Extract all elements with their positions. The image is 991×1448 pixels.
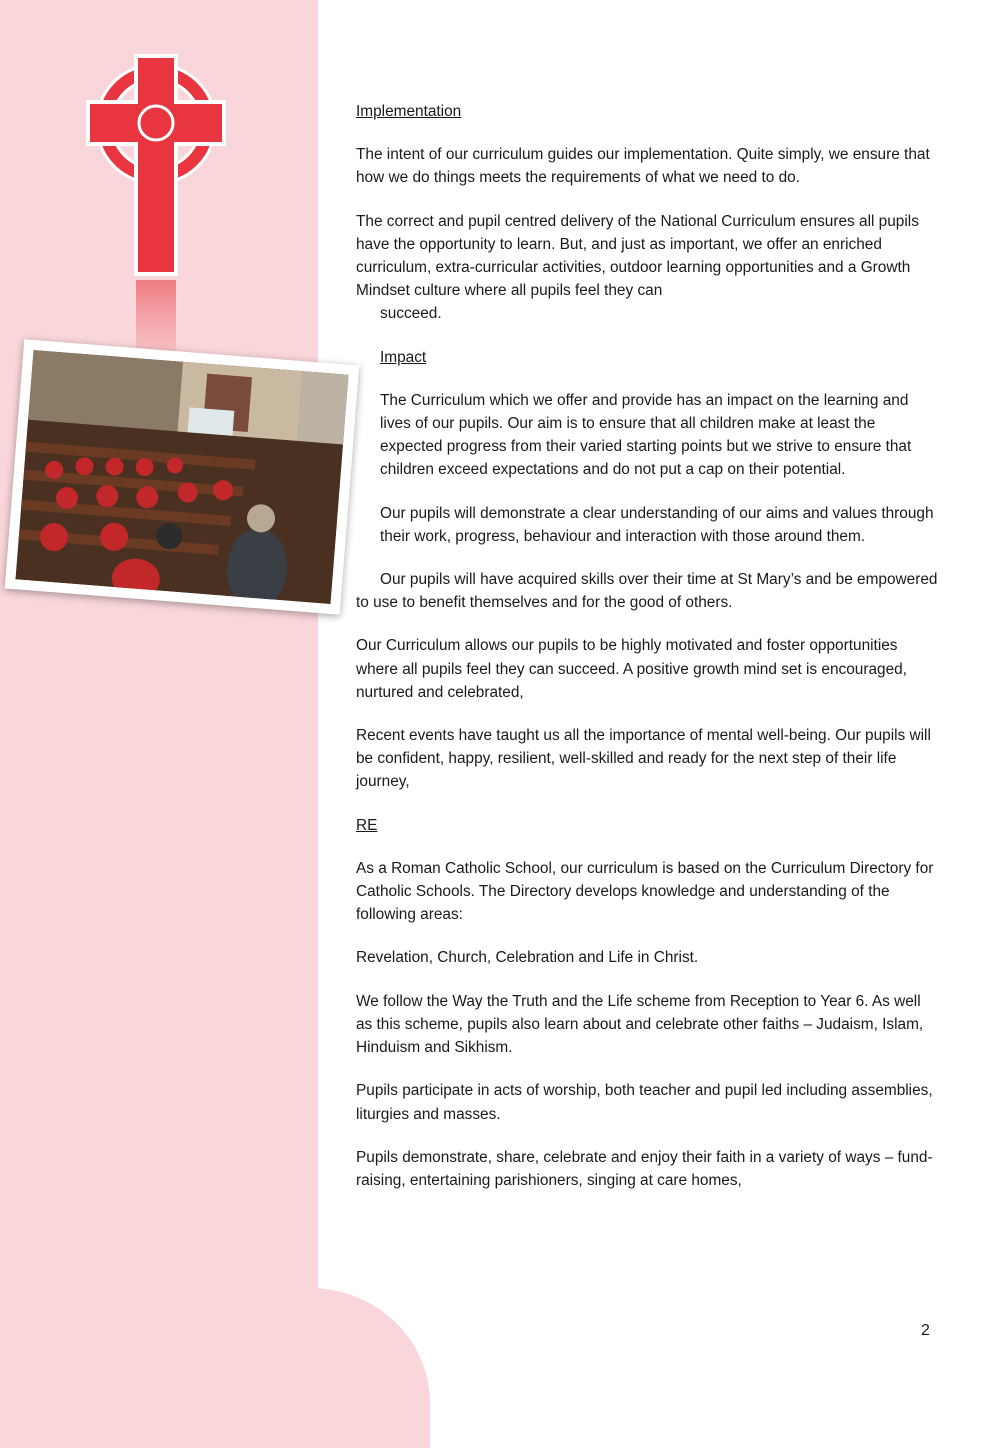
impact-paragraph: The Curriculum which we offer and provide has an impact on the learning and lives of our pupils. Our aim is to ensure that all children make at least the expected progress from their varied starting points but we strive to ensure that children exceed expectations and do not put a cap on their potential. — [380, 391, 912, 479]
impact-paragraph: Recent events have taught us all the importance of mental well-being. Our pupils will be confident, happy, resilient, well-skilled and ready for the next step of their life journey, — [356, 727, 931, 791]
church-photo — [5, 339, 360, 615]
re-heading: RE — [356, 816, 378, 834]
implementation-paragraph: The intent of our curriculum guides our implementation. Quite simply, we ensure that how we do things meets the requirements of what we need to do. — [356, 146, 930, 187]
sidebar-curve — [0, 1288, 430, 1448]
re-paragraph: Revelation, Church, Celebration and Life in Christ. — [356, 949, 699, 967]
impact-paragraph: Our pupils will have acquired skills over their time at St Mary’s and be empowered to use to benefit themselves and for the good of others. — [356, 571, 938, 612]
impact-heading — [356, 346, 941, 369]
impact-paragraph: Our pupils will demonstrate a clear understanding of our aims and values through their work, progress, behaviour and interaction with those around them. — [380, 504, 934, 545]
page-number: 2 — [921, 1322, 930, 1339]
body-text — [356, 100, 941, 1212]
re-paragraph: Pupils participate in acts of worship, both teacher and pupil led including assemblies, liturgies and masses. — [356, 1082, 933, 1123]
implementation-paragraph — [356, 210, 941, 326]
re-paragraph: We follow the Way the Truth and the Life scheme from Reception to Year 6. As well as this scheme, pupils also learn about and celebrate other faiths – Judaism, Islam, Hinduism and Sikhism. — [356, 992, 924, 1057]
celtic-cross-icon — [84, 52, 228, 372]
re-paragraph: As a Roman Catholic School, our curriculum is based on the Curriculum Directory for Catholic Schools. The Directory develops knowledge and understanding of the following areas: — [356, 859, 934, 924]
paragraph-tail: succeed. — [380, 305, 442, 323]
impact-heading-text: Impact — [380, 348, 427, 366]
implementation-heading: Implementation — [356, 103, 462, 120]
impact-paragraph: Our Curriculum allows our pupils to be highly motivated and foster opportunities where all pupils feel they can succeed. A positive growth mind set is encouraged, nurtured and celebrated, — [356, 637, 907, 701]
re-paragraph: Pupils demonstrate, share, celebrate and enjoy their faith in a variety of ways – fund-raising, entertaining parishioners, singing at care homes, — [356, 1148, 933, 1189]
paragraph-text: The correct and pupil centred delivery of the National Curriculum ensures all pupils have the opportunity to learn. But, and just as important, we offer an enriched curriculum, extra-curricular activities, outdoor learning opportunities and a Growth Mindset culture where all pupils feel they can — [356, 212, 919, 300]
